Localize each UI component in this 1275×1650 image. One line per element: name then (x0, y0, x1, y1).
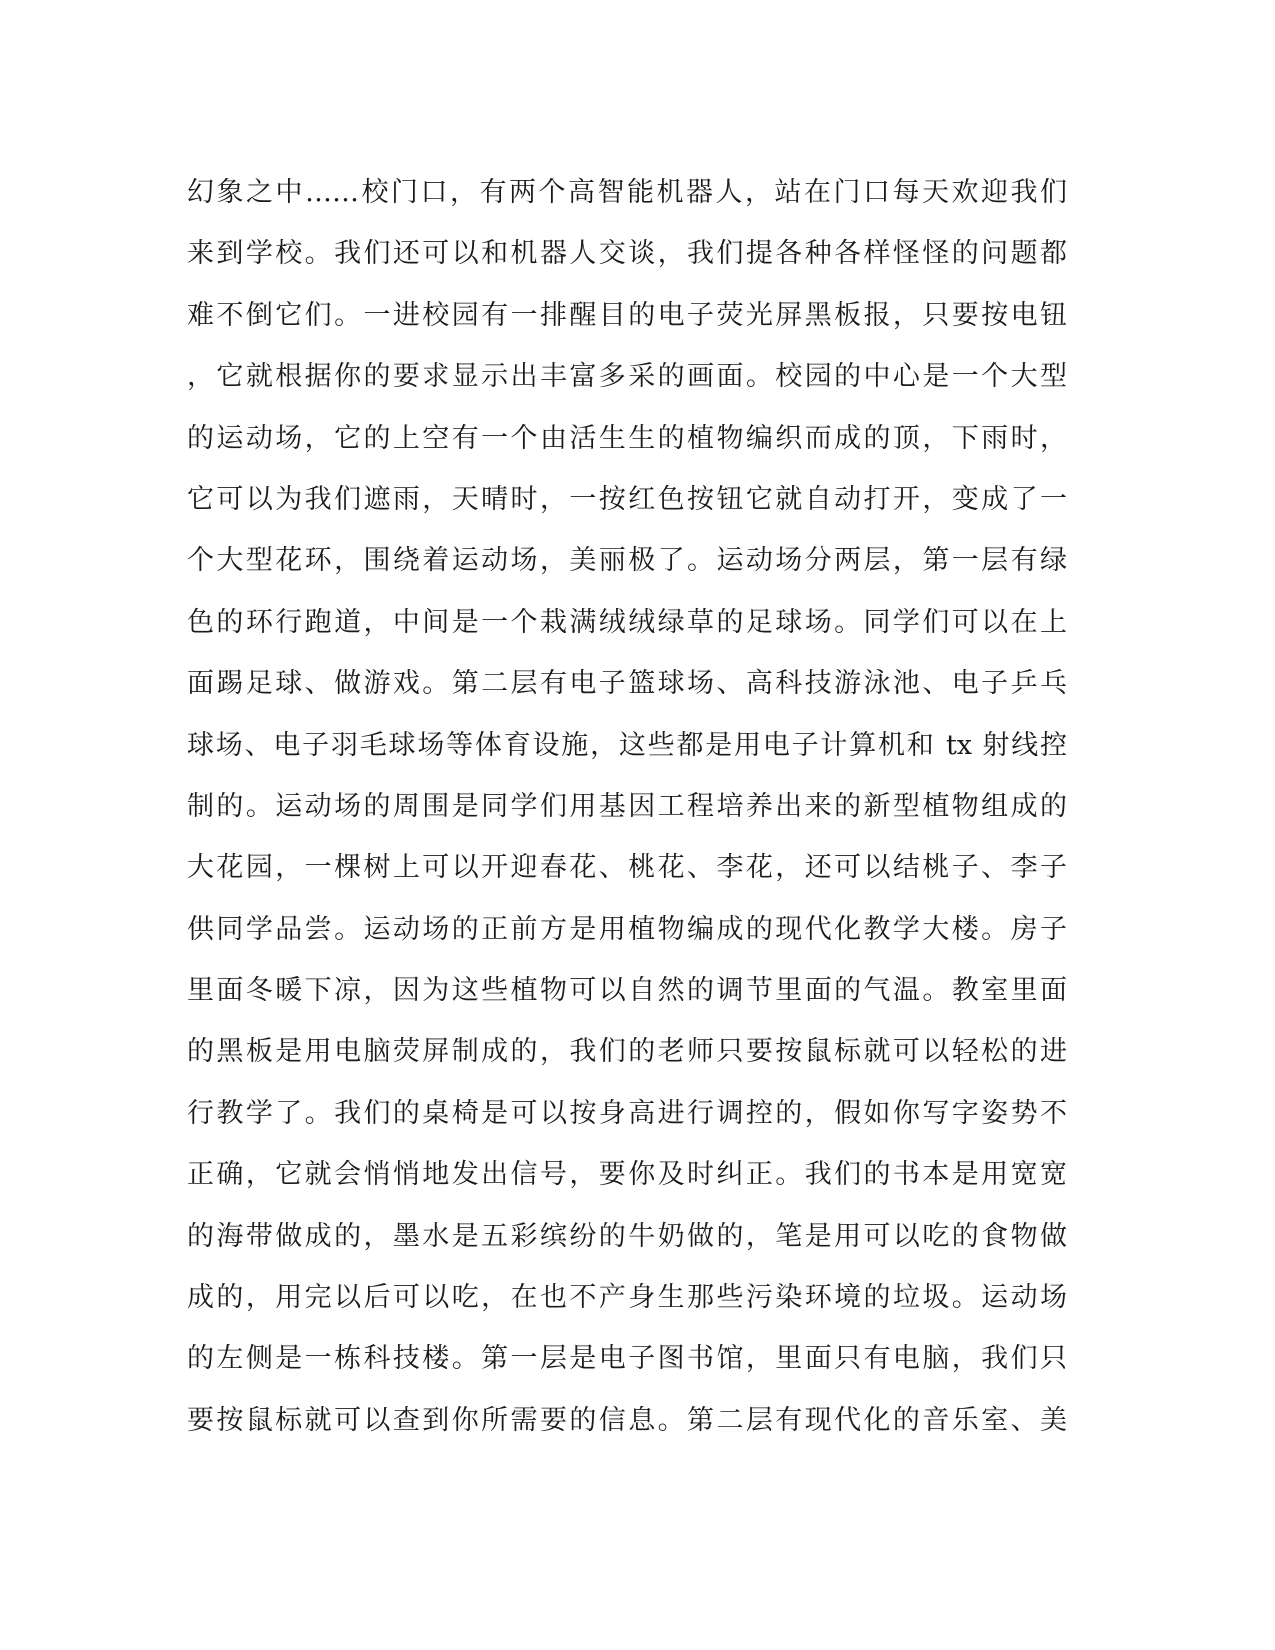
text-line: 面踢足球、做游戏。第二层有电子篮球场、高科技游泳池、电子乒乓 (187, 668, 1067, 700)
text-line: 难不倒它们。一进校园有一排醒目的电子荧光屏黑板报，只要按电钮 (187, 299, 1067, 331)
text-line: 里面冬暖下凉，因为这些植物可以自然的调节里面的气温。教室里面 (187, 975, 1067, 1007)
text-line: 行教学了。我们的桌椅是可以按身高进行调控的，假如你写字姿势不 (187, 1097, 1067, 1129)
text-line: 制的。运动场的周围是同学们用基因工程培养出来的新型植物组成的 (187, 790, 1067, 822)
text-line: ，它就根据你的要求显示出丰富多采的画面。校园的中心是一个大型 (187, 361, 1067, 393)
text-line: 色的环行跑道，中间是一个栽满绒绒绿草的足球场。同学们可以在上 (187, 606, 1067, 638)
text-line: 它可以为我们遮雨，天晴时，一按红色按钮它就自动打开，变成了一 (187, 483, 1067, 515)
text-line: 幻象之中……校门口，有两个高智能机器人，站在门口每天欢迎我们 (187, 177, 1067, 208)
text-line: 大花园，一棵树上可以开迎春花、桃花、李花，还可以结桃子、李子 (187, 852, 1067, 884)
text-line: 要按鼠标就可以查到你所需要的信息。第二层有现代化的音乐室、美 (187, 1404, 1067, 1436)
text-line: 的运动场，它的上空有一个由活生生的植物编织而成的顶，下雨时， (187, 422, 1067, 454)
text-line: 的海带做成的，墨水是五彩缤纷的牛奶做的，笔是用可以吃的食物做 (187, 1220, 1067, 1252)
text-line: 供同学品尝。运动场的正前方是用植物编成的现代化教学大楼。房子 (187, 913, 1067, 945)
text-line: 正确，它就会悄悄地发出信号，要你及时纠正。我们的书本是用宽宽 (187, 1159, 1067, 1191)
text-line: 来到学校。我们还可以和机器人交谈，我们提各种各样怪怪的问题都 (187, 238, 1067, 270)
text-line: 的左侧是一栋科技楼。第一层是电子图书馆，里面只有电脑，我们只 (187, 1343, 1067, 1375)
body-text (187, 162, 1067, 1451)
text-line: 球场、电子羽毛球场等体育设施，这些都是用电子计算机和 tx 射线控 (187, 729, 1067, 761)
text-line: 个大型花环，围绕着运动场，美丽极了。运动场分两层，第一层有绿 (187, 545, 1067, 577)
text-line: 的黑板是用电脑荧屏制成的，我们的老师只要按鼠标就可以轻松的进 (187, 1036, 1067, 1068)
text-line: 成的，用完以后可以吃，在也不产身生那些污染环境的垃圾。运动场 (187, 1282, 1067, 1314)
